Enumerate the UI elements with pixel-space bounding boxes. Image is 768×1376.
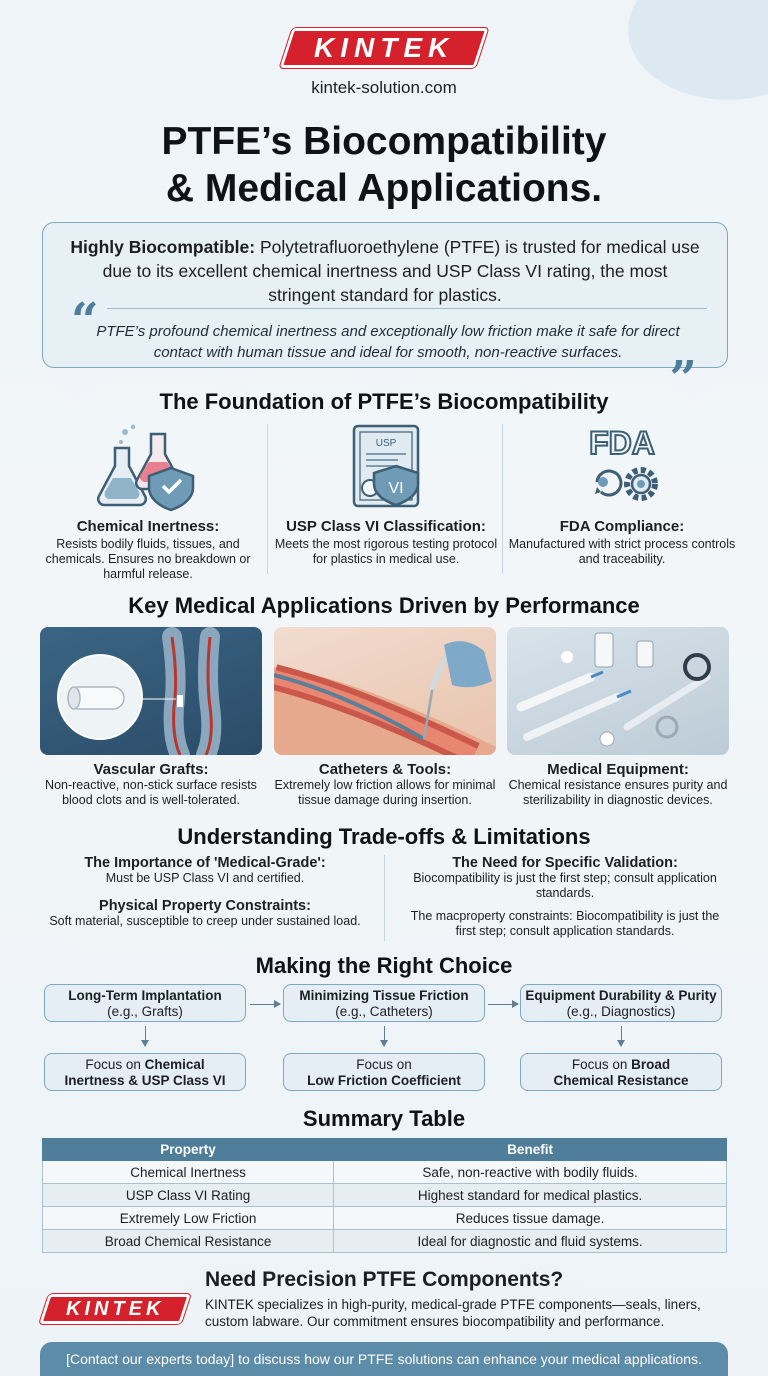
logo-text: KINTEK bbox=[313, 32, 455, 63]
arrow-right-icon bbox=[488, 1004, 518, 1005]
close-quote-icon: ” bbox=[669, 351, 697, 407]
table-cell: Broad Chemical Resistance bbox=[43, 1230, 334, 1253]
kintek-logo-footer[interactable] bbox=[44, 1294, 186, 1324]
table-row bbox=[43, 1207, 727, 1230]
tradeoff-title-physical: Physical Property Constraints: bbox=[99, 898, 311, 914]
foundation-desc-usp: Meets the most rigorous testing protocol for plastics in medical use. bbox=[274, 537, 498, 566]
intro-quote: PTFE’s profound chemical inertness and exceptionally low friction make it safe for direct contact with human tissue and ideal for smooth, non-reactive surfaces. bbox=[96, 323, 680, 361]
table-cell: Highest standard for medical plastics. bbox=[334, 1184, 727, 1207]
choice-top-1-line2: (e.g., Grafts) bbox=[107, 1004, 183, 1019]
application-card-catheters bbox=[274, 627, 496, 808]
application-title-equipment: Medical Equipment: bbox=[547, 761, 689, 778]
tradeoff-desc-extra: The macproperty constraints: Biocompatibility is just the first step; consult application standards. bbox=[410, 909, 720, 938]
choice-bottom-3-pre: Focus on bbox=[571, 1057, 632, 1072]
choice-box-implantation bbox=[44, 984, 246, 1022]
divider bbox=[502, 424, 503, 574]
table-header-row bbox=[43, 1139, 727, 1161]
kintek-logo[interactable] bbox=[286, 28, 482, 68]
tradeoffs-right bbox=[400, 855, 730, 939]
tradeoffs-left bbox=[40, 855, 370, 929]
fda-gear-icon bbox=[504, 420, 740, 516]
medical-equipment-image bbox=[507, 627, 729, 755]
tradeoffs-heading: Understanding Trade-offs & Limitations bbox=[177, 824, 591, 849]
choice-bottom-3-line2: Chemical Resistance bbox=[553, 1073, 689, 1088]
choice-bottom-1-bold: Chemical bbox=[144, 1057, 205, 1072]
choice-focus-resistance bbox=[520, 1053, 722, 1091]
choice-focus-friction bbox=[283, 1053, 485, 1091]
applications-heading: Key Medical Applications Driven by Performance bbox=[128, 593, 640, 618]
choice-top-2-line2: (e.g., Catheters) bbox=[335, 1004, 433, 1019]
divider bbox=[384, 855, 385, 941]
choice-top-1-line1: Long-Term Implantation bbox=[68, 988, 222, 1003]
table-cell: Reduces tissue damage. bbox=[334, 1207, 727, 1230]
choice-bottom-3-bold: Broad bbox=[631, 1057, 671, 1072]
foundation-desc-fda: Manufactured with strict process controls and traceability. bbox=[508, 537, 736, 566]
choice-box-friction bbox=[283, 984, 485, 1022]
cta-text: KINTEK specializes in high-purity, medical-grade PTFE components—seals, liners, custom labware. Our commitment ensures biocompatibility and performance. bbox=[205, 1297, 701, 1329]
foundation-section bbox=[30, 420, 740, 580]
table-cell: Extremely Low Friction bbox=[43, 1207, 334, 1230]
foundation-desc-chemical: Resists bodily fluids, tissues, and chemicals. Ensures no breakdown or harmful release. bbox=[45, 537, 251, 581]
foundation-item-chemical bbox=[30, 420, 266, 580]
table-cell: USP Class VI Rating bbox=[43, 1184, 334, 1207]
cta-heading: Need Precision PTFE Components? bbox=[205, 1268, 564, 1291]
choice-bottom-2-pre: Focus on bbox=[356, 1057, 412, 1072]
foundation-item-usp bbox=[268, 420, 504, 580]
table-row bbox=[43, 1161, 727, 1184]
choice-heading: Making the Right Choice bbox=[255, 953, 513, 978]
table-row bbox=[43, 1184, 727, 1207]
arrow-down-icon bbox=[145, 1026, 146, 1046]
foundation-heading: The Foundation of PTFE’s Biocompatibility bbox=[159, 389, 609, 414]
choice-top-3-line1: Equipment Durability & Purity bbox=[525, 988, 717, 1003]
column-header-benefit: Benefit bbox=[334, 1139, 727, 1161]
catheter-image bbox=[274, 627, 496, 755]
flask-shield-icon bbox=[30, 420, 266, 516]
tradeoff-title-validation: The Need for Specific Validation: bbox=[452, 855, 678, 871]
table-cell: Safe, non-reactive with bodily fluids. bbox=[334, 1161, 727, 1184]
arrow-right-icon bbox=[250, 1004, 280, 1005]
choice-flow bbox=[44, 984, 724, 1094]
choice-box-durability bbox=[520, 984, 722, 1022]
choice-top-3-line2: (e.g., Diagnostics) bbox=[566, 1004, 676, 1019]
intro-divider bbox=[107, 308, 707, 309]
application-card-grafts bbox=[40, 627, 262, 808]
title-line-2: & Medical Applications. bbox=[165, 167, 603, 210]
choice-top-2-line1: Minimizing Tissue Friction bbox=[299, 988, 469, 1003]
intro-lead: Highly Biocompatible: bbox=[70, 237, 256, 257]
foundation-title-usp: USP Class VI Classification: bbox=[286, 518, 486, 535]
cert-label: USP bbox=[375, 438, 397, 449]
tradeoff-title-medical-grade: The Importance of 'Medical-Grade': bbox=[84, 855, 326, 871]
summary-heading: Summary Table bbox=[302, 1106, 466, 1131]
application-card-equipment bbox=[507, 627, 729, 808]
foundation-title-chemical: Chemical Inertness: bbox=[76, 518, 220, 535]
choice-focus-chemical bbox=[44, 1053, 246, 1091]
open-quote-icon: “ bbox=[71, 293, 99, 349]
certificate-icon bbox=[268, 420, 504, 516]
application-desc-equipment: Chemical resistance ensures purity and sterilizability in diagnostic devices. bbox=[508, 778, 728, 807]
arrow-down-icon bbox=[384, 1026, 385, 1046]
summary-table bbox=[42, 1138, 727, 1253]
tradeoffs-section bbox=[40, 855, 730, 945]
intro-body: Polytetrafluoroethylene (PTFE) is trusted for medical use due to its excellent chemical inertness and USP Class VI rating, the most stringent standard for plastics. bbox=[102, 237, 700, 305]
arrow-down-icon bbox=[621, 1026, 622, 1046]
choice-bottom-2-line2: Low Friction Coefficient bbox=[307, 1073, 461, 1088]
choice-bottom-1-line2: Inertness & USP Class VI bbox=[64, 1073, 226, 1088]
column-header-property: Property bbox=[43, 1139, 334, 1161]
application-desc-catheters: Extremely low friction allows for minimal tissue damage during insertion. bbox=[274, 778, 496, 807]
application-desc-grafts: Non-reactive, non-stick surface resists blood clots and is well-tolerated. bbox=[45, 778, 257, 807]
foundation-title-fda: FDA Compliance: bbox=[559, 518, 685, 535]
choice-bottom-1-pre: Focus on bbox=[85, 1057, 145, 1072]
tradeoff-desc-medical-grade: Must be USP Class VI and certified. bbox=[105, 871, 305, 885]
header bbox=[0, 28, 768, 98]
vascular-graft-image bbox=[40, 627, 262, 755]
page-title bbox=[0, 118, 768, 212]
table-cell: Chemical Inertness bbox=[43, 1161, 334, 1184]
tradeoff-desc-validation: Biocompatibility is just the first step; consult application standards. bbox=[413, 871, 717, 900]
table-row bbox=[43, 1230, 727, 1253]
site-domain[interactable]: kintek-solution.com bbox=[311, 78, 457, 97]
cert-badge: VI bbox=[388, 480, 404, 497]
fda-logo: FDA bbox=[589, 425, 655, 461]
contact-cta-button[interactable]: [Contact our experts today] to discuss how our PTFE solutions can enhance your medical applications. bbox=[40, 1342, 728, 1376]
foundation-item-fda bbox=[504, 420, 740, 580]
intro-text bbox=[43, 235, 727, 307]
logo-text-footer: KINTEK bbox=[65, 1298, 165, 1320]
application-title-catheters: Catheters & Tools: bbox=[318, 761, 452, 778]
tradeoff-desc-physical: Soft material, susceptible to creep under sustained load. bbox=[49, 914, 361, 928]
title-line-1: PTFE’s Biocompatibility bbox=[161, 120, 607, 163]
application-title-grafts: Vascular Grafts: bbox=[93, 761, 209, 778]
table-cell: Ideal for diagnostic and fluid systems. bbox=[334, 1230, 727, 1253]
